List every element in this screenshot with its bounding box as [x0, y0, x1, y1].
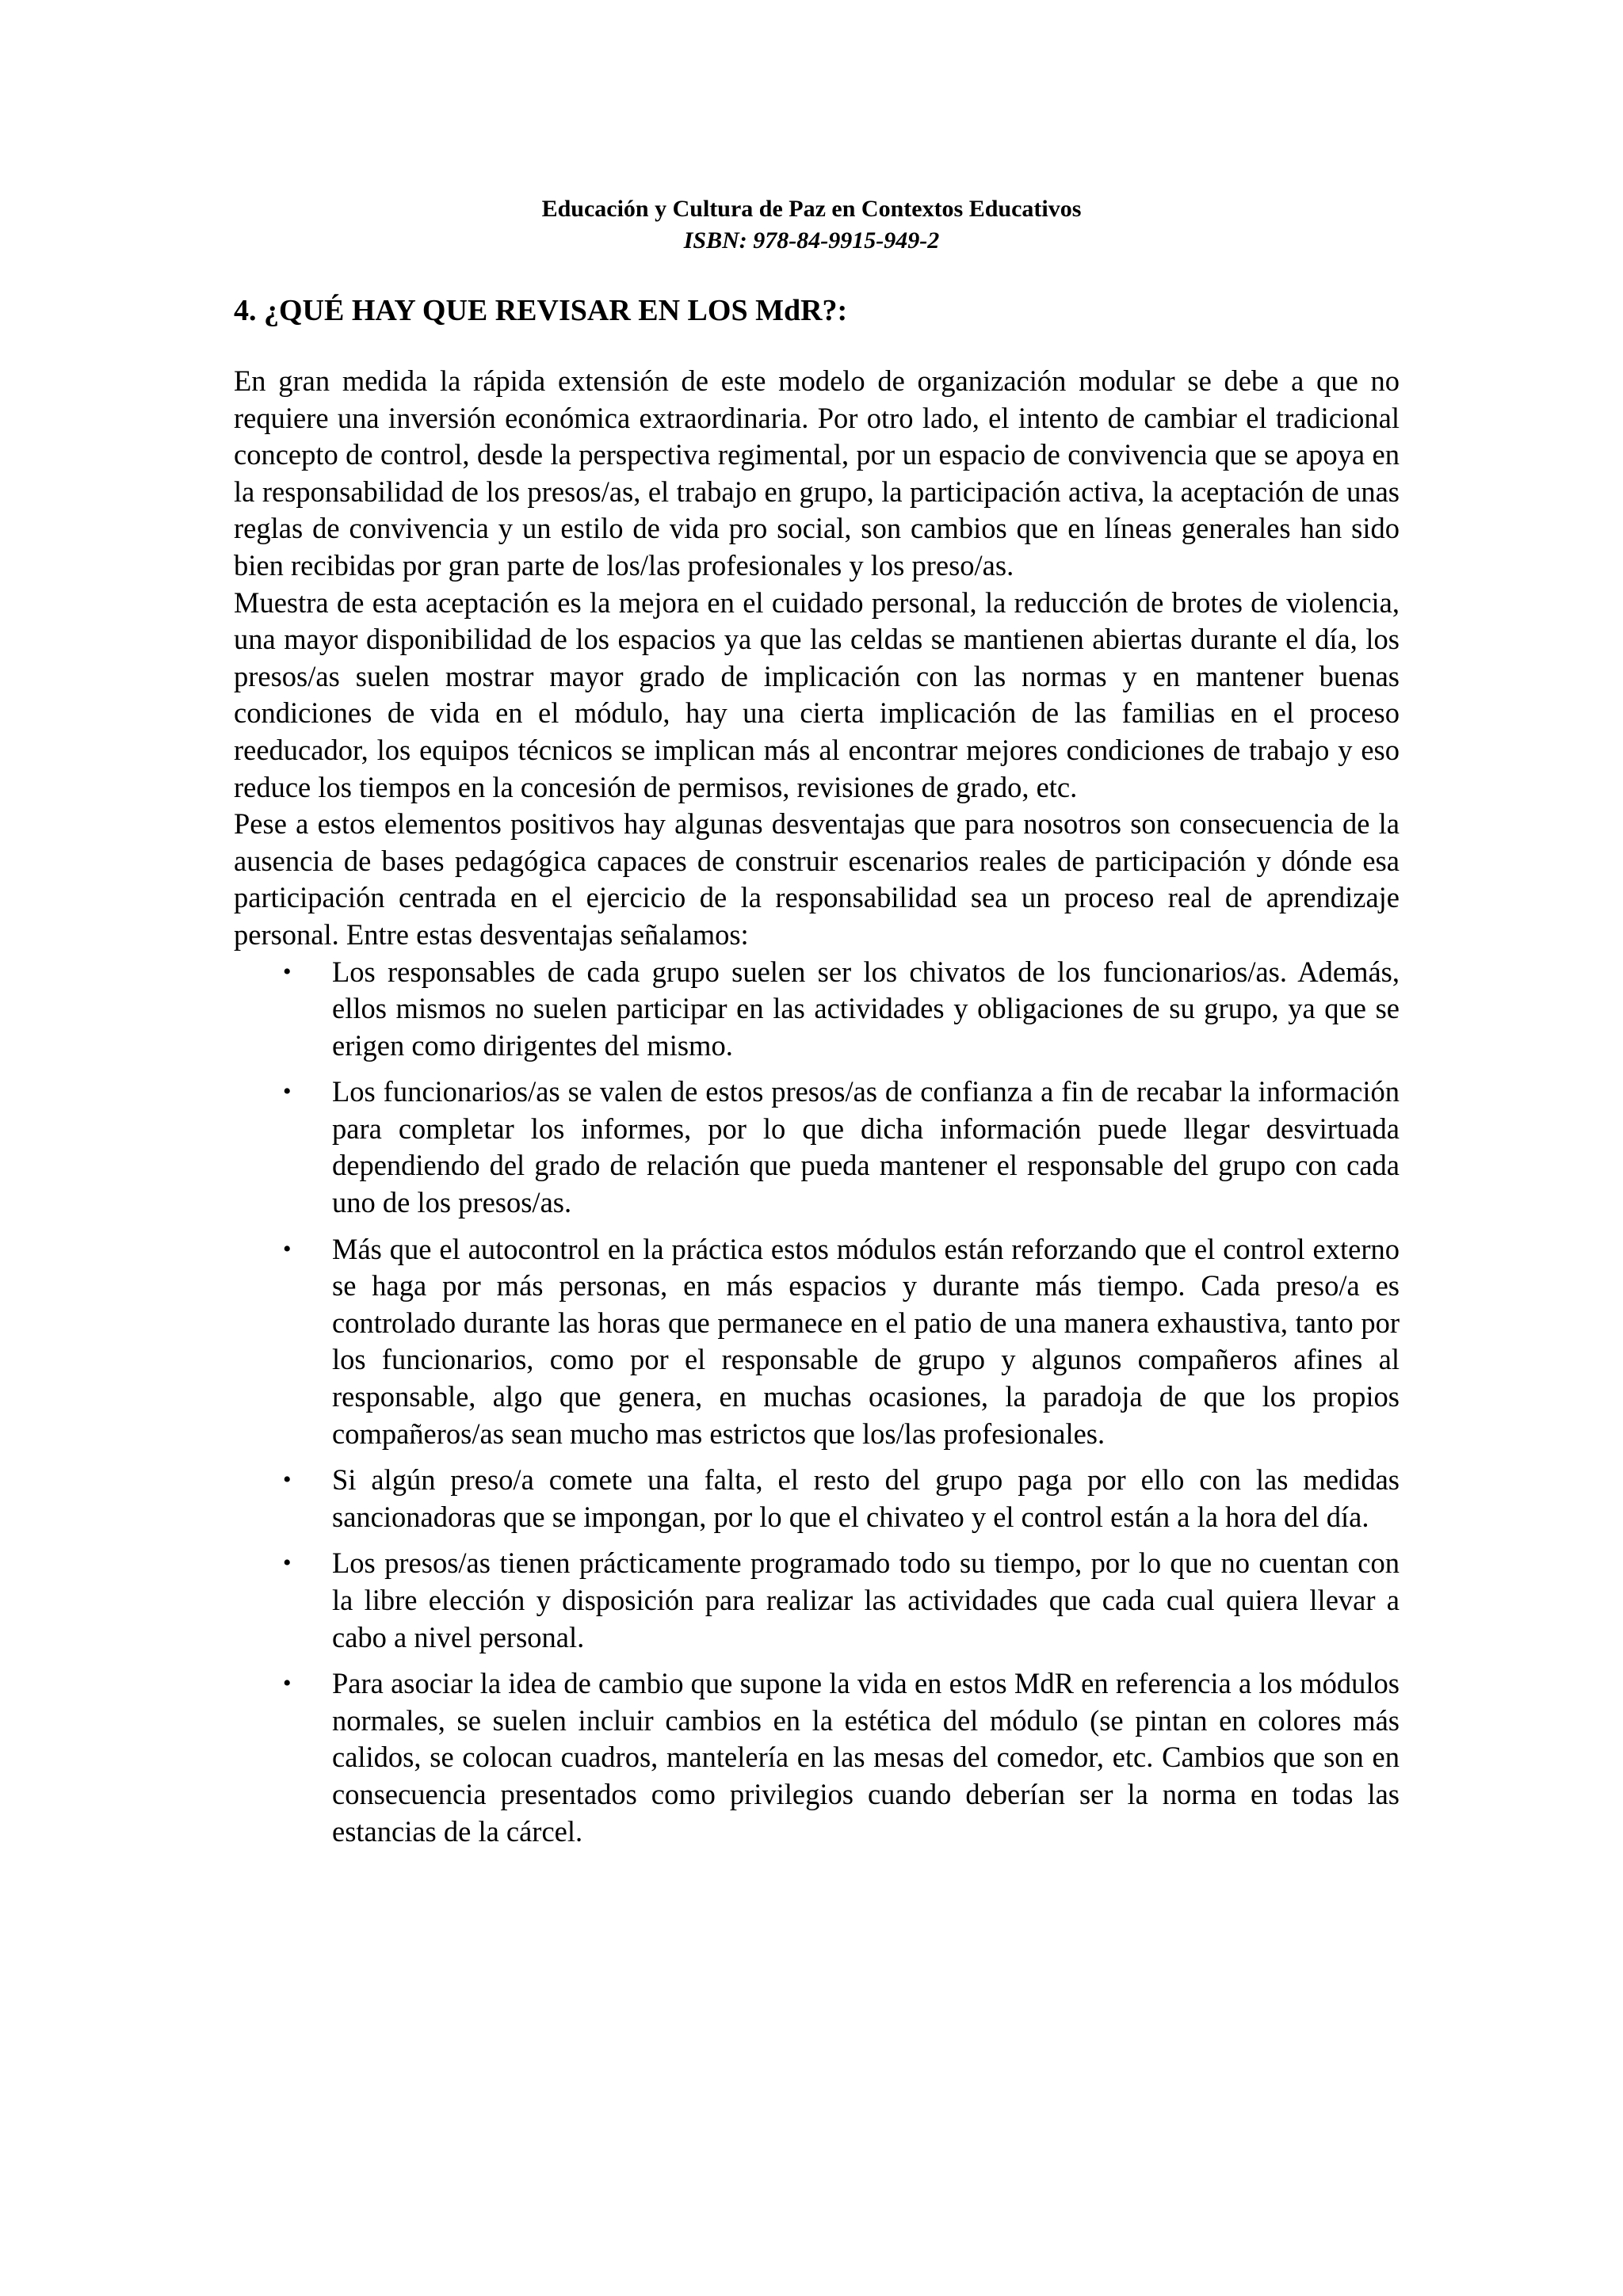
header-isbn: ISBN: 978-84-9915-949-2	[683, 227, 940, 254]
bullet-icon: •	[283, 1670, 292, 1697]
paragraph-2: Muestra de esta aceptación es la mejora en el cuidado personal, la reducción de brotes de violencia, una mayor disponibilidad de los espacios ya que las celdas se mantienen abiertas durante el día, los presos/as suelen mostrar mayor grado de implicación con las normas y en mantener buenas condiciones de vida en el módulo, hay una cierta implicación de las familias en el proceso reeducador, los equipos técnicos se implican más al encontrar mejores condiciones de trabajo y eso reduce los tiempos en la concesión de permisos, revisiones de grado, etc.	[234, 585, 1400, 803]
list-item	[234, 1545, 1400, 1656]
bullet-icon: •	[283, 958, 292, 985]
bullet-icon: •	[283, 1550, 292, 1577]
disadvantages-list	[234, 954, 1400, 1851]
list-item-text: Los responsables de cada grupo suelen ser los chivatos de los funcionarios/as. Además, ellos mismos no suelen participar en las actividades y obligaciones de su grupo, ya que se erigen como dirigentes del mismo.	[332, 955, 1400, 1062]
bullet-icon: •	[283, 1235, 292, 1262]
list-item	[234, 1665, 1400, 1850]
list-item-text: Más que el autocontrol en la práctica estos módulos están reforzando que el control externo se haga por más personas, en más espacios y durante más tiempo. Cada preso/a es controlado durante las horas que permanece en el patio de una manera exhaustiva, tanto por los funcionarios, como por el responsable de grupo y algunos compañeros afines al responsable, algo que genera, en muchas ocasiones, la paradoja de que los propios compañeros/as sean mucho mas estrictos que los/las profesionales.	[332, 1232, 1400, 1450]
list-item	[234, 954, 1400, 1065]
list-item-text: Para asociar la idea de cambio que supone la vida en estos MdR en referencia a los módulos normales, se suelen incluir cambios en la estética del módulo (se pintan en colores más calidos, se colocan cuadros, mantelería en las mesas del comedor, etc. Cambios que son en consecuencia presentados como privilegios cuando deberían ser la norma en todas las estancias de la cárcel.	[332, 1667, 1400, 1848]
header-title: Educación y Cultura de Paz en Contextos Educativos	[541, 196, 1082, 222]
list-item	[234, 1462, 1400, 1535]
bullet-icon: •	[283, 1078, 292, 1105]
section-content	[234, 292, 1400, 1859]
paragraph-1: En gran medida la rápida extensión de este modelo de organización modular se debe a que no requiere una inversión económica extraordinaria. Por otro lado, el intento de cambiar el tradicional concepto de control, desde la perspectiva regimental, por un espacio de convivencia que se apoya en la responsabilidad de los presos/as, el trabajo en grupo, la participación activa, la aceptación de unas reglas de convivencia y un estilo de vida pro social, son cambios que en líneas generales han sido bien recibidas por gran parte de los/las profesionales y los preso/as.	[234, 364, 1400, 582]
list-item-text: Los presos/as tienen prácticamente programado todo su tiempo, por lo que no cuentan con la libre elección y disposición para realizar las actividades que cada cual quiera llevar a cabo a nivel personal.	[332, 1547, 1400, 1653]
list-item	[234, 1231, 1400, 1453]
list-item	[234, 1074, 1400, 1221]
running-header	[0, 193, 1623, 257]
paragraph-3: Pese a estos elementos positivos hay algunas desventajas que para nosotros son consecuencia de la ausencia de bases pedagógica capaces de construir escenarios reales de participación y dónde esa participación centrada en el ejercicio de la responsabilidad sea un proceso real de aprendizaje personal. Entre estas desventajas señalamos:	[234, 807, 1400, 951]
list-item-text: Si algún preso/a comete una falta, el resto del grupo paga por ello con las medidas sancionadoras que se impongan, por lo que el chivateo y el control están a la hora del día.	[332, 1463, 1400, 1533]
list-item-text: Los funcionarios/as se valen de estos presos/as de confianza a fin de recabar la información para completar los informes, por lo que dicha información puede llegar desvirtuada dependiendo del grado de relación que pueda mantener el responsable del grupo con cada uno de los presos/as.	[332, 1075, 1400, 1219]
bullet-icon: •	[283, 1466, 292, 1493]
section-heading: 4. ¿QUÉ HAY QUE REVISAR EN LOS MdR?:	[234, 294, 848, 327]
